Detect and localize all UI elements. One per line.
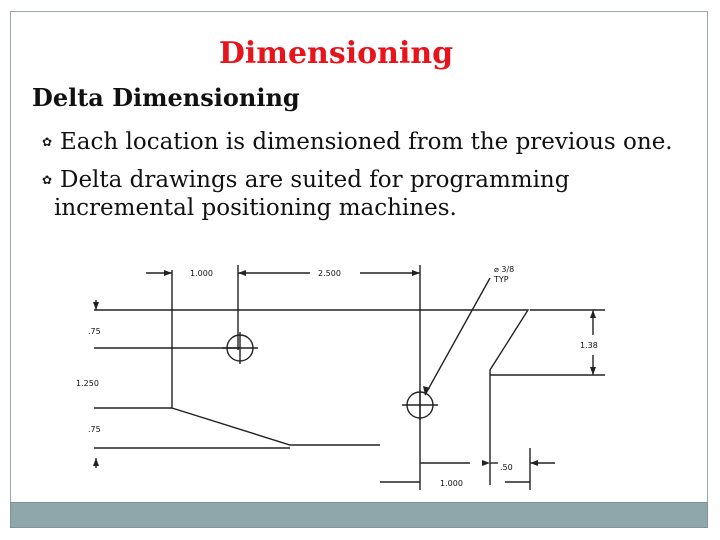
dim-top-2: 2.500 xyxy=(318,269,341,278)
bullet-item xyxy=(42,128,702,156)
dim-left-3: .75 xyxy=(88,425,101,434)
swirl-bullet-icon: ✿ xyxy=(42,173,53,187)
dim-top-1: 1.000 xyxy=(190,269,213,278)
dim-bottom-2: 1.000 xyxy=(440,479,463,488)
dim-right: 1.38 xyxy=(580,341,598,350)
footer-bar xyxy=(10,502,708,528)
dim-left-1: .75 xyxy=(88,327,101,336)
part-outline-right xyxy=(172,310,528,485)
bullet-item xyxy=(42,166,702,222)
bullet-text: Delta drawings are suited for programming xyxy=(60,167,570,193)
dim-left-2: 1.250 xyxy=(76,379,99,388)
bullet-text: Each location is dimensioned from the previous one. xyxy=(60,129,673,155)
slide-title: Dimensioning xyxy=(218,36,454,71)
dim-bottom-1: .50 xyxy=(500,463,513,472)
part-outline-left xyxy=(172,310,380,445)
swirl-bullet-icon: ✿ xyxy=(42,135,53,149)
bullet-text-continued: incremental positioning machines. xyxy=(54,195,457,221)
hole-note-typ: TYP xyxy=(494,275,509,284)
hole-note: ⌀ 3/8 xyxy=(494,265,515,274)
slide-subtitle: Delta Dimensioning xyxy=(32,83,300,112)
delta-dimension-drawing xyxy=(76,250,620,495)
